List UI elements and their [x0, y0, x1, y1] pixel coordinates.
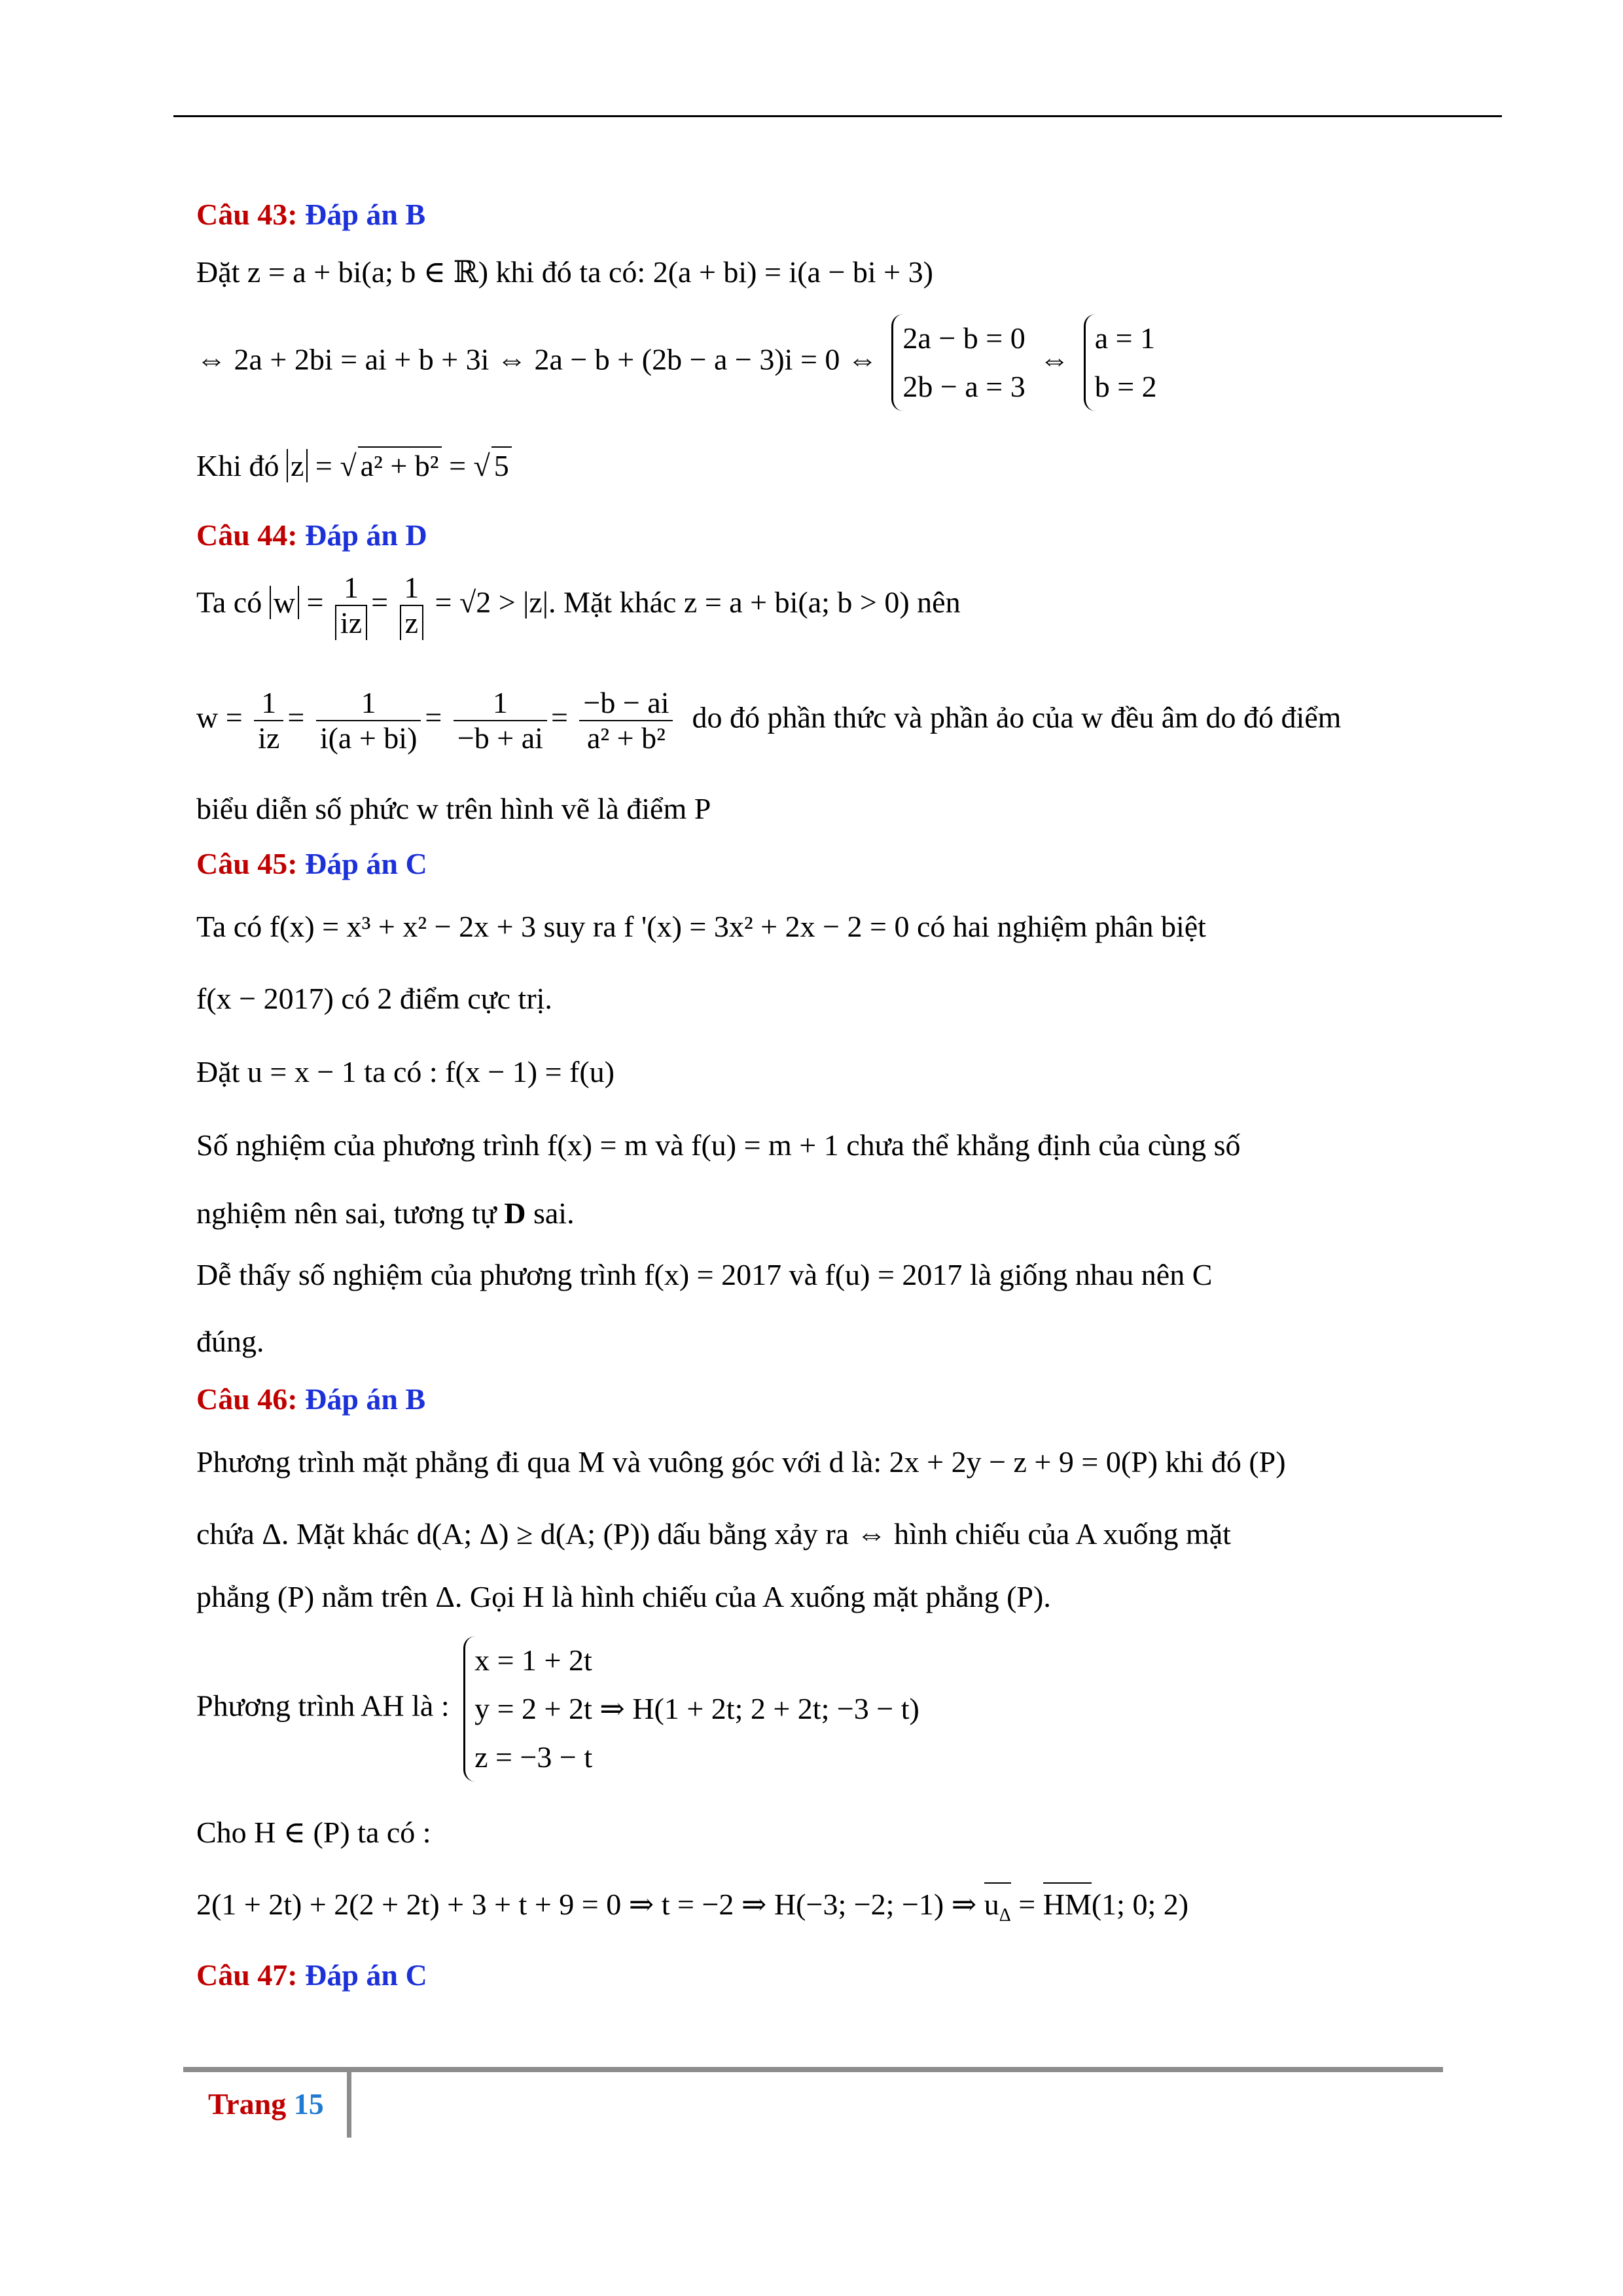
q43-sqrt-expr: a² + b²: [358, 446, 442, 484]
q46-line3: phẳng (P) nằm trên Δ. Gọi H là hình chiếu của A xuống mặt phẳng (P).: [196, 1580, 1051, 1613]
q45-answer: Đáp án C: [305, 847, 427, 880]
q44-frac-g1: [254, 686, 283, 755]
q46-answer: Đáp án B: [305, 1382, 426, 1416]
q47-heading: [196, 1957, 427, 1994]
q43-heading-label: Câu 43:: [196, 198, 298, 231]
q43-arrow: ⇔: [1039, 342, 1070, 376]
q46-line2: chứa Δ. Mặt khác d(A; Δ) ≥ d(A; (P)) dấu bằng xảy ra ⇔ hình chiếu của A xuống mặt: [196, 1517, 1231, 1551]
q44-heading-label: Câu 44:: [196, 518, 298, 552]
q45-heading-label: Câu 45:: [196, 847, 298, 880]
q46-sys-y: y = 2 + 2t ⇒ H(1 + 2t; 2 + 2t; −3 − t): [474, 1692, 919, 1725]
q45-line5: [196, 1195, 575, 1232]
q45-l5-a: nghiệm nên sai, tương tự: [196, 1196, 497, 1230]
footer-rule: [183, 2067, 1443, 2072]
q47-answer: Đáp án C: [305, 1958, 427, 1992]
q43-line3: Khi đó z = √ a² + b² = √ 5: [196, 446, 512, 484]
q44-g2-num: 1: [316, 686, 421, 721]
q46-sys-x: x = 1 + 2t: [474, 1643, 592, 1677]
q46-system: [463, 1636, 919, 1782]
q44-abs-w: w: [270, 586, 299, 619]
q44-answer: Đáp án D: [305, 518, 427, 552]
q44-frac1-num: 1: [335, 571, 367, 606]
q43-system-2: [1084, 314, 1157, 411]
q44-g1-den: iz: [258, 721, 280, 755]
q44-g3-num: 1: [454, 686, 547, 721]
q44-frac-1: [335, 571, 367, 640]
q46-line6: [196, 1882, 1189, 1926]
q45-l5-c: sai.: [533, 1196, 575, 1230]
q43-sys2-eq1: a = 1: [1094, 321, 1156, 355]
q43-abs-z: z: [287, 449, 308, 482]
q45-line1: Ta có f(x) = x³ + x² − 2x + 3 suy ra f '(x) = 3x² + 2x − 2 = 0 có hai nghiệm phân biệt: [196, 910, 1206, 943]
q44-g1-num: 1: [254, 686, 283, 721]
q44-frac1-den: iz: [335, 606, 367, 640]
q46-l4-prefix: Phương trình AH là :: [196, 1689, 450, 1723]
footer-divider: [347, 2072, 351, 2138]
q43-sys1-eq1: 2a − b = 0: [902, 321, 1026, 355]
q44-l1-tail: = √2 > |z|. Mặt khác z = a + bi(a; b > 0) nên: [435, 585, 961, 619]
q43-sys1-eq2: 2b − a = 3: [902, 370, 1026, 403]
q44-line1: Ta có w = $\frac{1}{iz}$ = $\frac{1}{z}$ = √2 > |z|. Mặt khác z = a + bi(a; b > 0) nên: [196, 571, 961, 639]
q43-line2-left: ⇔ 2a + 2bi = ai + b + 3i ⇔ 2a − b + (2b − a − 3)i = 0 ⇔: [196, 342, 878, 376]
q43-system-1: [891, 314, 1025, 411]
q43-eq2: =: [449, 449, 467, 482]
q44-line3: biểu diễn số phức w trên hình vẽ là điểm P: [196, 792, 711, 825]
q44-g4-den: a² + b²: [586, 721, 666, 755]
q44-frac2-den: z: [400, 606, 423, 640]
q44-g4-num: −b − ai: [579, 686, 673, 721]
q46-l6-tail: (1; 0; 2): [1091, 1888, 1189, 1921]
q43-line3-prefix: Khi đó: [196, 449, 279, 482]
q43-line2: [196, 314, 1164, 411]
q46-vector-hm: HM: [1043, 1882, 1092, 1923]
q45-l5-b: D: [504, 1196, 526, 1230]
q46-sys-z: z = −3 − t: [474, 1740, 593, 1774]
q44-l2-tail: do đó phần thức và phần ảo của w đều âm do đó điểm: [692, 700, 1342, 734]
q46-l6-main: 2(1 + 2t) + 2(2 + 2t) + 3 + t + 9 = 0 ⇒ t = −2 ⇒ H(−3; −2; −1) ⇒: [196, 1888, 977, 1921]
header-rule: [173, 115, 1502, 117]
q46-heading: [196, 1381, 425, 1418]
q45-heading: [196, 846, 427, 882]
q43-heading: [196, 196, 425, 233]
q46-line4: [196, 1636, 926, 1782]
q46-l6-eq: =: [1018, 1888, 1036, 1921]
q46-line1: Phương trình mặt phẳng đi qua M và vuông góc với d là: 2x + 2y − z + 9 = 0(P) khi đó (P): [196, 1445, 1286, 1479]
q43-sys2-eq2: b = 2: [1094, 370, 1157, 403]
q46-heading-label: Câu 46:: [196, 1382, 298, 1416]
q46-vector-u: [984, 1882, 1011, 1926]
page-number: 15: [293, 2087, 324, 2121]
page-footer: [208, 2087, 324, 2121]
footer-label: Trang: [208, 2087, 287, 2121]
q43-sqrt-5: 5: [491, 446, 512, 484]
q45-line2: f(x − 2017) có 2 điểm cực trị.: [196, 982, 552, 1015]
q44-frac2-num: 1: [400, 571, 423, 606]
q43-line1: Đặt z = a + bi(a; b ∈ ℝ) khi đó ta có: 2(a + bi) = i(a − bi + 3): [196, 255, 933, 289]
q45-line7: đúng.: [196, 1325, 264, 1358]
q43-answer: Đáp án B: [305, 198, 426, 231]
q44-frac-g3: [454, 686, 547, 755]
q46-line5: Cho H ∈ (P) ta có :: [196, 1816, 431, 1849]
q45-line6: Dễ thấy số nghiệm của phương trình f(x) = 2017 và f(u) = 2017 là giống nhau nên C: [196, 1258, 1213, 1291]
q44-g3-den: −b + ai: [457, 721, 543, 755]
q44-frac-g2: [316, 686, 421, 755]
q46-u: u: [984, 1888, 999, 1921]
q45-line4: Số nghiệm của phương trình f(x) = m và f(u) = m + 1 chưa thể khẳng định của cùng số: [196, 1128, 1241, 1162]
q47-heading-label: Câu 47:: [196, 1958, 298, 1992]
q44-l1-prefix: Ta có: [196, 585, 262, 619]
q44-g2-den: i(a + bi): [319, 721, 418, 755]
q45-line3: Đặt u = x − 1 ta có : f(x − 1) = f(u): [196, 1055, 615, 1088]
q46-u-sub: Δ: [999, 1905, 1011, 1926]
q44-line2: w = $\frac{1}{iz}$ = $\frac{1}{i(a + bi)}$ = $\frac{1}{-b + ai}$ = $\frac{-b - ai}{\text{a² + b²}}$ do đó phần thức và phần ảo của w đều âm do đó điểm: [196, 686, 1342, 755]
q44-heading: [196, 517, 427, 554]
q44-frac-g4: [579, 686, 673, 755]
q44-l2-w: w =: [196, 700, 243, 734]
q43-eq: =: [315, 449, 332, 482]
q44-frac-2: [400, 571, 423, 640]
